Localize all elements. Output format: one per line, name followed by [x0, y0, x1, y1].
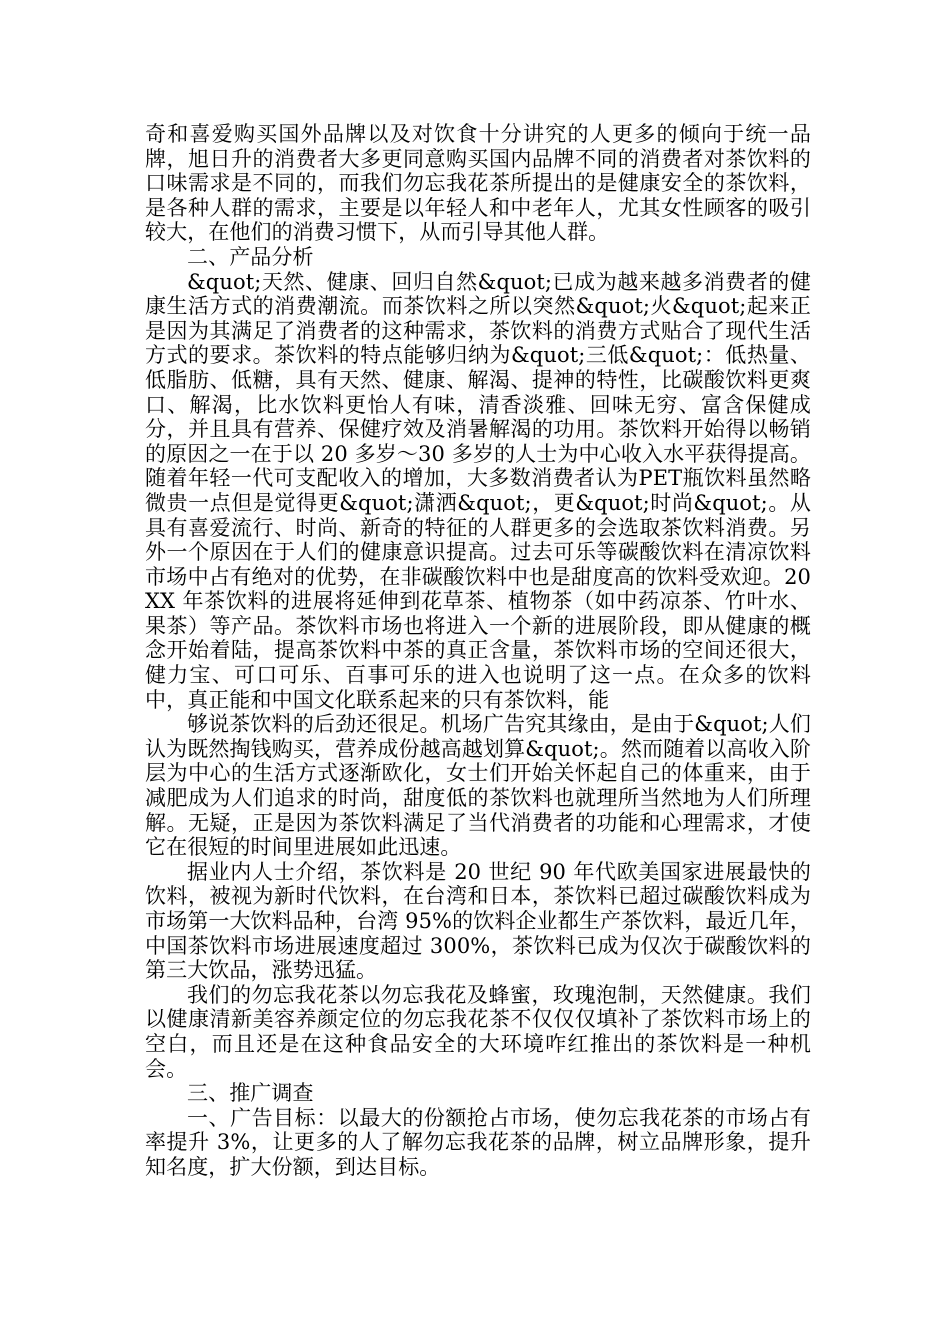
document-page [145, 122, 811, 1180]
paragraph-industry-intro: 据业内人士介绍，茶饮料是 20 世纪 90 年代欧美国家进展最快的饮料，被视为新时代饮料，在台湾和日本，茶饮料已超过碳酸饮料成为市场第一大饮料品种，台湾 95%的饮料企业都生产茶饮料，最近几年，中国茶饮料市场进展速度超过 300%，茶饮料已成为仅次于碳酸饮料的第三大饮品，涨势迅猛。 [145, 859, 811, 983]
paragraph-our-product: 我们的勿忘我花茶以勿忘我花及蜂蜜，玫瑰泡制，天然健康。我们以健康清新美容养颜定位的勿忘我花茶不仅仅仅填补了茶饮料市场上的空白，而且还是在这种食品安全的大环境咋红推出的茶饮料是一种机会。 [145, 982, 811, 1081]
paragraph-continued: 奇和喜爱购买国外品牌以及对饮食十分讲究的人更多的倾向于统一品牌，旭日升的消费者大多更同意购买国内品牌不同的消费者对茶饮料的口味需求是不同的，而我们勿忘我花茶所提出的是健康安全的茶饮料，是各种人群的需求，主要是以年轻人和中老年人，尤其女性顾客的吸引较大，在他们的消费习惯下，从而引导其他人群。 [145, 122, 811, 245]
paragraph-market-reason: 够说茶饮料的后劲还很足。机场广告究其缘由，是由于&quot;人们认为既然掏钱购买，营养成份越高越划算&quot;。然而随着以高收入阶层为中心的生活方式逐渐欧化，女士们开始关怀起自己的体重来，由于减肥成为人们追求的时尚，甜度低的茶饮料也就理所当然地为人们所理解。无疑，正是因为茶饮料满足了当代消费者的功能和心理需求，才使它在很短的时间里进展如此迅速。 [145, 712, 811, 860]
section-heading-product-analysis: 二、产品分析 [187, 244, 314, 269]
paragraph-ad-goal: 一、广告目标：以最大的份额抢占市场，使勿忘我花茶的市场占有率提升 3%，让更多的人了解勿忘我花茶的品牌，树立品牌形象，提升知名度，扩大份额，到达目标。 [145, 1105, 811, 1179]
section-heading-promotion-survey: 三、推广调查 [187, 1081, 314, 1106]
paragraph-product-analysis: &quot;天然、健康、回归自然&quot;已成为越来越多消费者的健康生活方式的消费潮流。而茶饮料之所以突然&quot;火&quot;起来正是因为其满足了消费者的这种需求，茶饮料的消费方式贴合了现代生活方式的要求。茶饮料的特点能够归纳为&quot;三低&quot;：低热量、低脂肪、低糖，具有天然、健康、解渴、提神的特性，比碳酸饮料更爽口、解渴，比水饮料更怡人有味，清香淡雅、回味无穷、富含保健成分，并且具有营养、保健疗效及消暑解渴的功用。茶饮料开始得以畅销的原因之一在于以 20 多岁～30 多岁的人士为中心收入水平获得提高。随着年轻一代可支配收入的增加，大多数消费者认为PET瓶饮料虽然略微贵一点但是觉得更&quot;潇洒&quot;，更&quot;时尚&quot;。从具有喜爱流行、时尚、新奇的特征的人群更多的会选取茶饮料消费。另外一个原因在于人们的健康意识提高。过去可乐等碳酸饮料在清凉饮料市场中占有绝对的优势，在非碳酸饮料中也是甜度高的饮料受欢迎。20XX 年茶饮料的进展将延伸到花草茶、植物茶（如中药凉茶、竹叶水、果茶）等产品。茶饮料市场也将进入一个新的进展阶段，即从健康的概念开始着陆，提高茶饮料中茶的真正含量，茶饮料市场的空间还很大，健力宝、可口可乐、百事可乐的进入也说明了这一点。在众多的饮料中，真正能和中国文化联系起来的只有茶饮料，能 [145, 269, 811, 712]
